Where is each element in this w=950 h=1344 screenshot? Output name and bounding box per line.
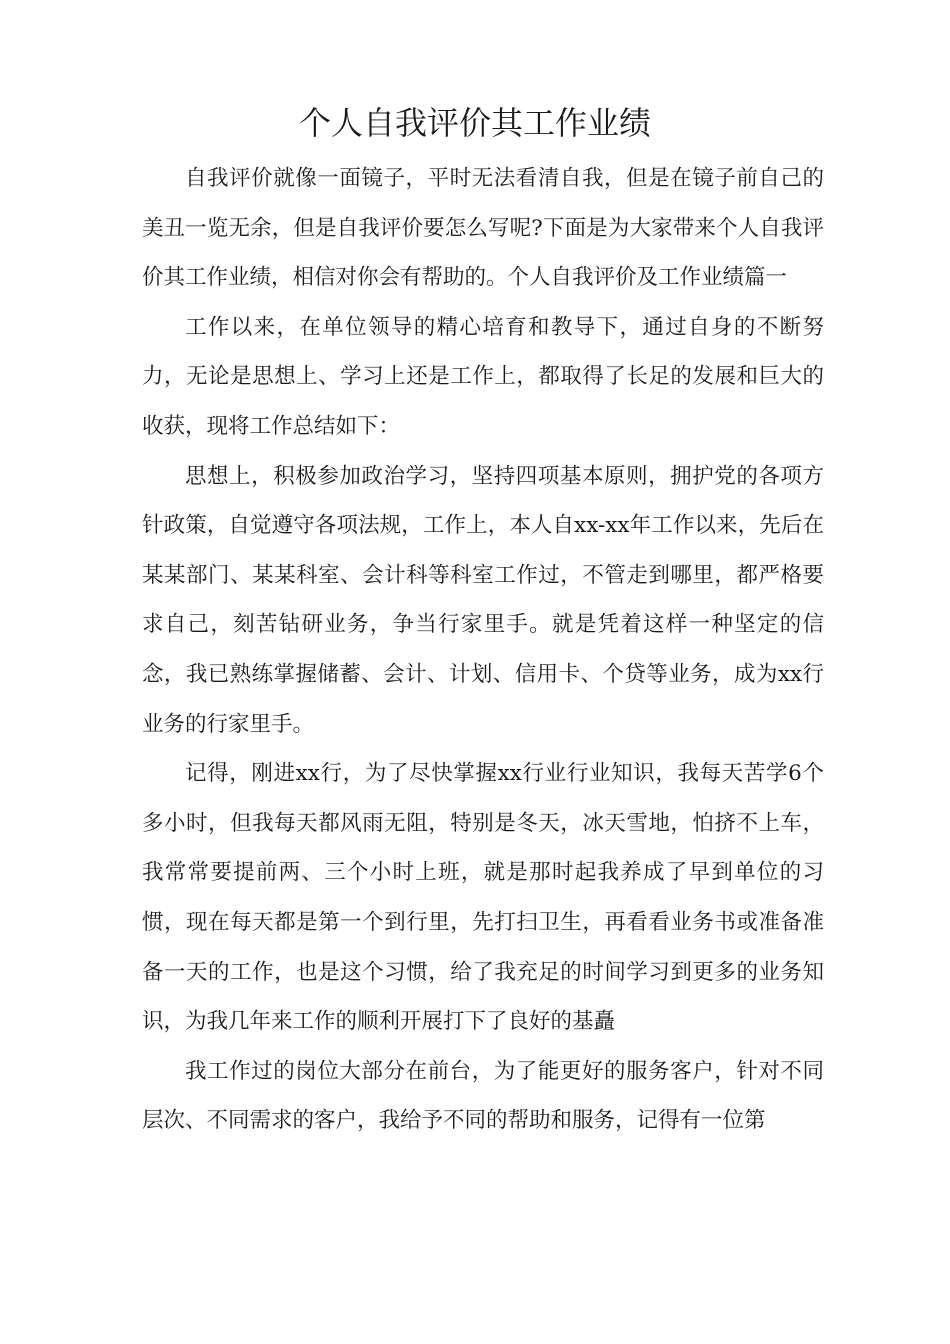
paragraph-1: 自我评价就像一面镜子，平时无法看清自我，但是在镜子前自己的美丑一览无余，但是自我评价要怎么写呢?下面是为大家带来个人自我评价其工作业绩，相信对你会有帮助的。个人自我评价及工作业绩篇一 — [142, 166, 824, 291]
document-body — [142, 154, 824, 1146]
paragraph-3: 思想上，积极参加政治学习，坚持四项基本原则，拥护党的各项方针政策，自觉遵守各项法规，工作上，本人自xx-xx年工作以来，先后在某某部门、某某科室、会计科等科室工作过，不管走到哪里，都严格要求自己，刻苦钻研业务，争当行家里手。就是凭着这样一种坚定的信念，我已熟练掌握储蓄、会计、计划、信用卡、个贷等业务，成为xx行业务的行家里手。 — [142, 463, 824, 737]
paragraph-2: 工作以来，在单位领导的精心培育和教导下，通过自身的不断努力，无论是思想上、学习上还是工作上，都取得了长足的发展和巨大的收获，现将工作总结如下： — [142, 314, 824, 439]
paragraph-4: 记得，刚进xx行，为了尽快掌握xx行业行业知识，我每天苦学6个多小时，但我每天都风雨无阻，特别是冬天，冰天雪地，怕挤不上车，我常常要提前两、三个小时上班，就是那时起我养成了早到单位的习惯，现在每天都是第一个到行里，先打扫卫生，再看看业务书或准备准备一天的工作，也是这个习惯，给了我充足的时间学习到更多的业务知识，为我几年来工作的顺利开展打下了良好的基矗 — [142, 761, 824, 1035]
document-title: 个人自我评价其工作业绩 — [298, 104, 651, 142]
paragraph-5: 我工作过的岗位大部分在前台，为了能更好的服务客户，针对不同层次、不同需求的客户，我给予不同的帮助和服务，记得有一位第 — [142, 1058, 824, 1134]
